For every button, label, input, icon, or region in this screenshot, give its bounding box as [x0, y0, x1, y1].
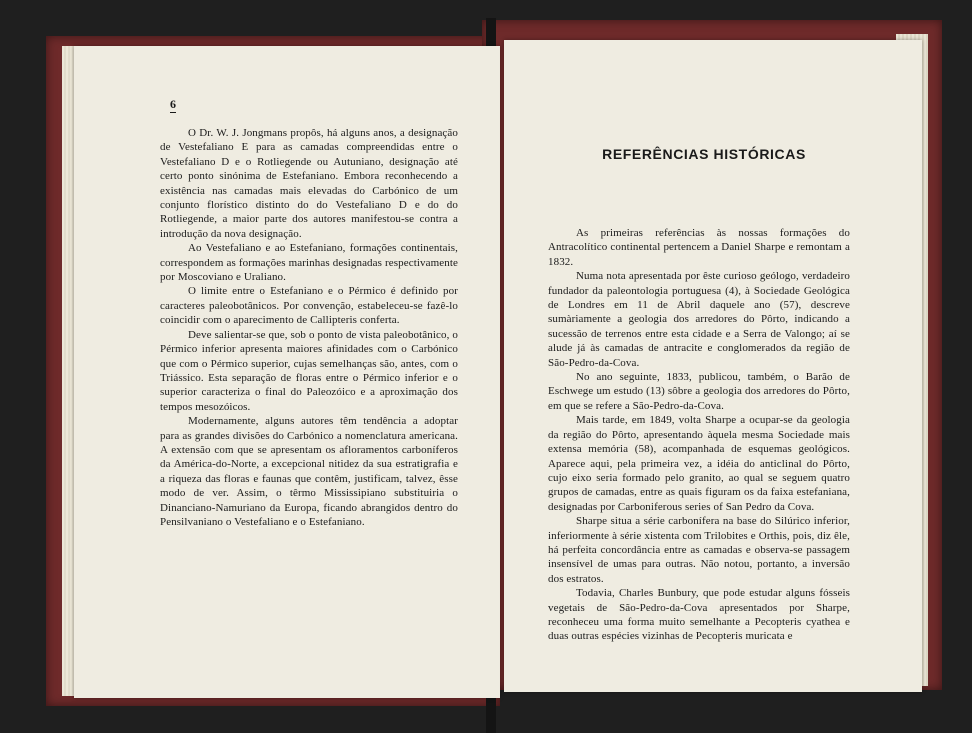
paragraph: Sharpe situa a série carbonífera na base do Silúrico inferior, inferiormente à série xistenta com Trilobites e Orthis, pois, diz êle, há perfeita concordância entre as camadas e observa-se passagem insensível de umas para outras. Não notou, portanto, a inversão dos estratos. [548, 515, 850, 585]
right-page [504, 40, 922, 692]
paragraph: Deve salientar-se que, sob o ponto de vista paleobotânico, o Pérmico inferior apresenta maiores afinidades com o Carbónico que com o Pérmico superior, cujas semelhanças são, antes, com o Triássico. Esta separação de floras entre o Pérmico inferior e o superior caracteriza o final do Paleozóico e a aproximação dos tempos mesozóicos. [160, 328, 458, 413]
paragraph: Ao Vestefaliano e ao Estefaniano, formações continentais, correspondem as formações marinhas designadas respectivamente por Moscoviano e Uraliano. [160, 242, 458, 284]
paragraph: O limite entre o Estefaniano e o Pérmico é definido por caracteres paleobotânicos. Por convenção, estabeleceu-se fazê-lo coincidir com o aparecimento de Callipteris conferta. [160, 285, 458, 327]
paragraph: Modernamente, alguns autores têm tendência a adoptar para as grandes divisões do Carbónico a nomenclatura americana. A extensão com que se apresentam os afloramentos carboníferos da América-do-Norte, a excepcional nitidez da sua estratigrafia e a riqueza das floras e faunas que contêm, justificam, talvez, êsse modo de ver. Assim, o têrmo Mississipiano substituiria o Dinanciano-Namuriano da Europa, ficando abrangidos dentro do Pensilvaniano o Vestefaliano e o Estefaniano. [160, 415, 458, 528]
paragraph: O Dr. W. J. Jongmans propôs, há alguns anos, a designação de Vestefaliano E para as camadas compreendidas entre o Vestefaliano D e o Rotliegende ou Autuniano, designação até certo ponto sinónima de Estefaniano. Embora reconhecendo a existência nas camadas mais elevadas do Carbónico de um conjunto florístico distinto do do Vestefaliano D e do do Rotliegende, a maior parte dos autores manifestou-se contra a introdução da nova designação. [160, 127, 458, 240]
page-number: 6 [170, 97, 176, 111]
section-title: REFERÊNCIAS HISTÓRICAS [602, 146, 806, 162]
paragraph: Mais tarde, em 1849, volta Sharpe a ocupar-se da geologia da região do Pôrto, apresentando àquela mesma Sociedade mais extensa memória (58), acompanhada de esquemas geológicos. Aparece aqui, pela primeira vez, a idéia do anticlinal do Pôrto, cujo eixo seria formado pelo granito, ao qual se seguem quatro grupos de camadas, entre as quais figuram os da faixa estefaniana, designadas por Carboniferous series of San Pedro da Cova. [548, 414, 850, 513]
paragraph: No ano seguinte, 1833, publicou, também, o Barão de Eschwege um estudo (13) sôbre a geologia dos arredores do Pôrto, em que se refere a São-Pedro-da-Cova. [548, 371, 850, 412]
paragraph: Numa nota apresentada por êste curioso geólogo, verdadeiro fundador da paleontologia portuguesa (4), à Sociedade Geológica de Londres em 11 de Abril daquele ano (57), descreve sumàriamente a geologia dos arredores do Pôrto, indicando a sucessão de terrenos entre esta cidade e a Serra de Valongo; aí se alude já às camadas de antracite e conglomerados da região de São-Pedro-da-Cova. [548, 270, 850, 369]
paragraph: Todavia, Charles Bunbury, que pode estudar alguns fósseis vegetais de São-Pedro-da-Cova apresentados por Sharpe, reconheceu uma forma muito semelhante a Pecopteris cyathea e duas outras espécies vizinhas de Pecopteris muricata e [548, 587, 850, 643]
right-page-text [548, 226, 850, 644]
paragraph: As primeiras referências às nossas formações do Antracolítico continental pertencem a Daniel Sharpe e remontam a 1832. [548, 227, 850, 268]
left-page [74, 46, 500, 698]
left-page-text [160, 126, 458, 529]
